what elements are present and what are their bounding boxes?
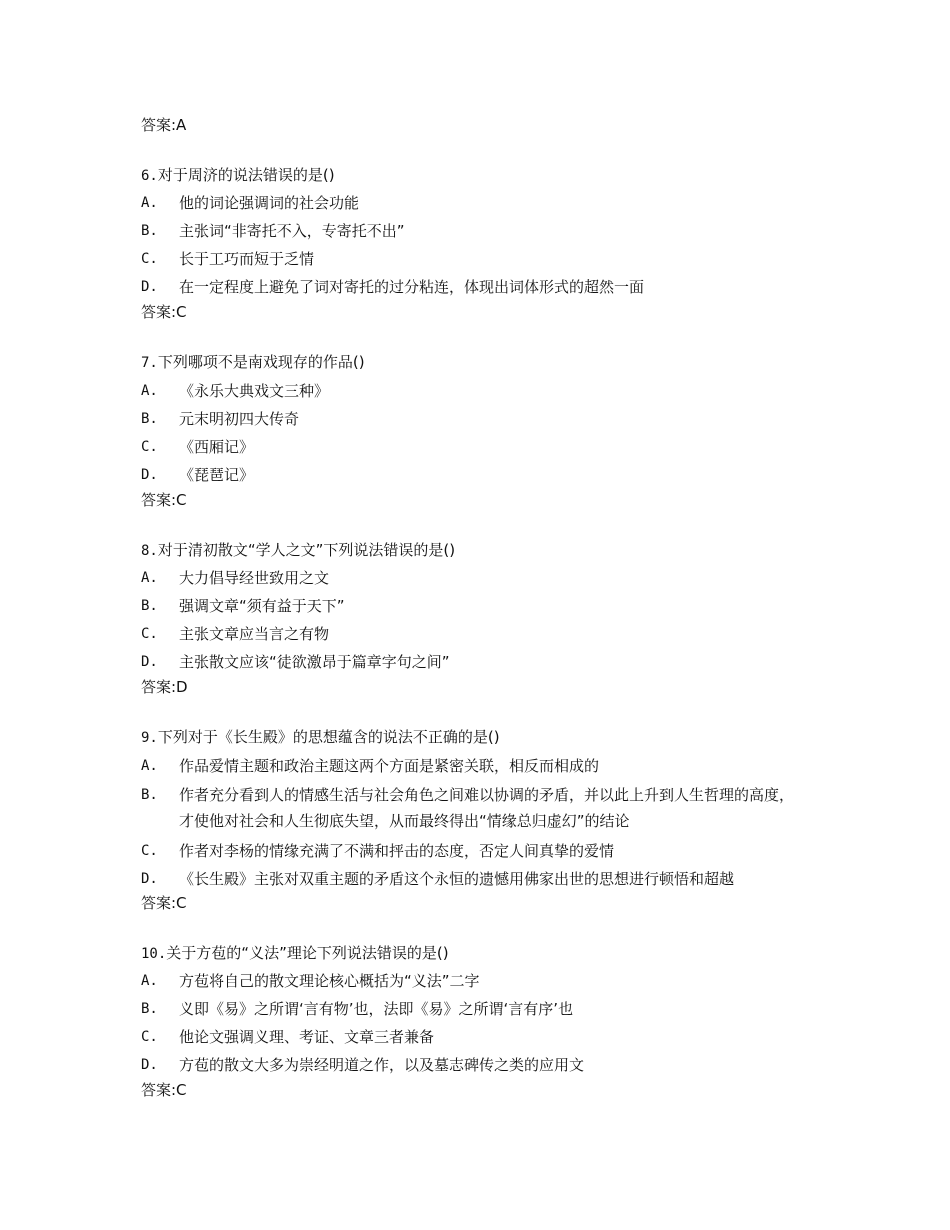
- answer-text: 答案:A: [141, 116, 187, 134]
- option-text: 方苞的散文大多为崇经明道之作，以及墓志碑传之类的应用文: [179, 1056, 585, 1074]
- option-letter: C.: [141, 626, 158, 642]
- option-letter: D.: [141, 654, 158, 670]
- question-6-title: [141, 164, 335, 187]
- question-10-title: [141, 942, 449, 965]
- question-number: 6.: [141, 168, 158, 184]
- option-text: 作品爱情主题和政治主题这两个方面是紧密关联，相反而相成的: [179, 757, 600, 775]
- question-8-title: [141, 539, 455, 562]
- option-letter: C.: [141, 251, 158, 267]
- option-text: 他的词论强调词的社会功能: [179, 194, 360, 212]
- answer-line: [141, 489, 187, 511]
- option-text: 《长生殿》主张对双重主题的矛盾这个永恒的遗憾用佛家出世的思想进行顿悟和超越: [179, 870, 735, 888]
- option-letter: D.: [141, 467, 158, 483]
- answer-line: [141, 1079, 187, 1101]
- answer-text: 答案:C: [141, 894, 187, 912]
- question-text: 关于方苞的“义法”理论下列说法错误的是(): [166, 944, 449, 962]
- option-letter: D.: [141, 279, 158, 295]
- answer-line: [141, 301, 187, 323]
- option-letter: C.: [141, 439, 158, 455]
- answer-line: [141, 114, 186, 136]
- option-letter: D.: [141, 1057, 158, 1073]
- answer-text: 答案:C: [141, 491, 187, 509]
- answer-text: 答案:C: [141, 1081, 187, 1099]
- option-letter: B.: [141, 787, 158, 803]
- option-text: 主张散文应该“徒欲激昂于篇章字句之间”: [179, 653, 450, 671]
- question-number: 10.: [141, 946, 167, 962]
- question-text: 对于清初散文“学人之文”下列说法错误的是(): [157, 541, 456, 559]
- option-text: 方苞将自己的散文理论核心概括为“义法”二字: [179, 972, 480, 990]
- question-number: 8.: [141, 543, 158, 559]
- answer-line: [141, 892, 187, 914]
- option-text: 作者充分看到人的情感生活与社会角色之间难以协调的矛盾，并以此上升到人生哲理的高度，才使他对社会和人生彻底失望，从而最终得出“情缘总归虚幻”的结论: [179, 786, 795, 830]
- option-text: 主张词“非寄托不入，专寄托不出”: [179, 222, 405, 240]
- option-letter: D.: [141, 871, 158, 887]
- option-text: 元末明初四大传奇: [179, 410, 300, 428]
- question-9-title: [141, 726, 500, 749]
- option-letter: A.: [141, 383, 158, 399]
- option-letter: A.: [141, 758, 158, 774]
- option-text: 强调文章“须有益于天下”: [179, 597, 345, 615]
- option-letter: B.: [141, 223, 158, 239]
- question-text: 对于周济的说法错误的是(): [157, 166, 335, 184]
- option-letter: A.: [141, 195, 158, 211]
- option-text: 长于工巧而短于乏情: [179, 250, 315, 268]
- option-text: 《西厢记》: [179, 438, 255, 456]
- option-text: 义即《易》之所谓‘言有物’也，法即《易》之所谓‘言有序’也: [179, 1000, 574, 1018]
- answer-text: 答案:C: [141, 303, 187, 321]
- question-text: 下列对于《长生殿》的思想蕴含的说法不正确的是(): [157, 728, 500, 746]
- option-text: 《琵琶记》: [179, 466, 255, 484]
- option-text: 他论文强调义理、考证、文章三者兼备: [179, 1028, 435, 1046]
- answer-text: 答案:D: [141, 678, 188, 696]
- option-letter: C.: [141, 1029, 158, 1045]
- question-number: 9.: [141, 730, 158, 746]
- option-letter: B.: [141, 1001, 158, 1017]
- option-letter: A.: [141, 570, 158, 586]
- option-text: 在一定程度上避免了词对寄托的过分粘连，体现出词体形式的超然一面: [179, 278, 645, 296]
- option-letter: A.: [141, 973, 158, 989]
- option-text: 主张文章应当言之有物: [179, 625, 330, 643]
- option-letter: B.: [141, 598, 158, 614]
- option-text: 大力倡导经世致用之文: [179, 569, 330, 587]
- option-text: 《永乐大典戏文三种》: [179, 382, 330, 400]
- question-7-title: [141, 351, 365, 374]
- question-text: 下列哪项不是南戏现存的作品(): [157, 353, 365, 371]
- answer-line: [141, 676, 188, 698]
- question-number: 7.: [141, 355, 158, 371]
- option-letter: B.: [141, 411, 158, 427]
- option-text: 作者对李杨的情缘充满了不满和抨击的态度，否定人间真挚的爱情: [179, 842, 615, 860]
- option-letter: C.: [141, 843, 158, 859]
